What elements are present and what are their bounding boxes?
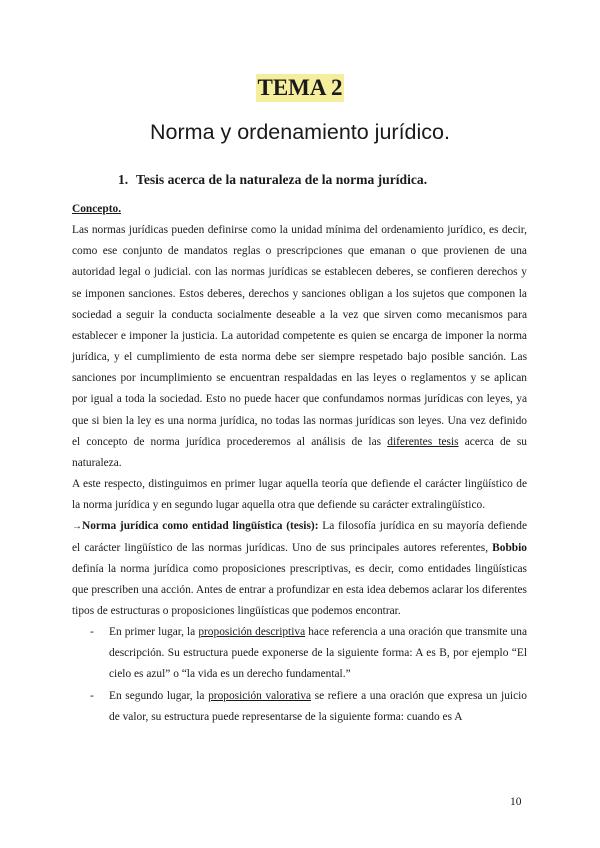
paragraph-distinction: A este respecto, distinguimos en primer lugar aquella teoría que defiende el carácter lingüístico de la norma jurídica y en segundo lugar aquella otra que defiende su carácter extralingüístico. bbox=[72, 478, 527, 512]
paragraph-definition-text: Las normas jurídicas pueden definirse como la unidad mínima del ordenamiento jurídico, es decir, como ese conjunto de mandatos reglas o prescripciones que emanan o que provienen de una autoridad legal o judicial. con las normas jurídicas se establecen deberes, se confieren derechos y se imponen sanciones. Estos deberes, derechos y sanciones obligan a los sujetos que componen la sociedad a seguir la conducta socialmente deseable a la vez que sirven como mecanismos para establecer e imponer la justicia. La autoridad competente es quien se encarga de imponer la norma jurídica, y el cumplimiento de esta norma debe ser siempre respetado bajo posible sanción. Las sanciones por incumplimiento se encuentran respaldadas en las leyes o reglamentos y se aplican por igual a toda la sociedad. Esto no puede hacer que confundamos normas jurídicas con leyes, ya que si bien la ley es una norma jurídica, no todas las normas jurídicas son leyes. Una vez definido el concepto de norma jurídica procederemos al análisis de las bbox=[72, 224, 527, 448]
proposition-list bbox=[72, 622, 527, 728]
thesis-text-a: La filosofía jurídica en su mayoría defiende el carácter lingüístico de las normas jurídicas. Uno de sus principales autores referentes, bbox=[72, 520, 527, 554]
body-text bbox=[72, 199, 527, 728]
term-descriptiva: proposición descriptiva bbox=[198, 626, 306, 639]
concept-heading-line bbox=[72, 199, 527, 220]
page-subtitle: Norma y ordenamiento jurídico. bbox=[150, 120, 450, 144]
arrow-icon: → bbox=[72, 521, 82, 533]
thesis-heading: Norma jurídica como entidad lingüística (tesis): bbox=[82, 520, 319, 533]
paragraph-definition bbox=[72, 220, 527, 474]
page-title: TEMA 2 bbox=[257, 75, 343, 100]
section-heading-text: Tesis acerca de la naturaleza de la norma jurídica. bbox=[136, 172, 428, 187]
list-dash: - bbox=[90, 689, 94, 702]
list-item-text-end: se refiere a una oración que expresa un juicio de valor, su estructura puede representarse de la siguiente forma: cuando es A bbox=[109, 689, 527, 723]
section-heading bbox=[118, 171, 427, 189]
paragraph-definition-end: acerca de su naturaleza. bbox=[72, 435, 528, 469]
page-number: 10 bbox=[510, 796, 522, 808]
list-item-text: En segundo lugar, la bbox=[109, 689, 209, 702]
author-name: Bobbio bbox=[492, 541, 527, 554]
paragraph-linguistic-thesis bbox=[72, 516, 527, 622]
concept-heading: Concepto. bbox=[72, 203, 122, 215]
list-item-text: En primer lugar, la bbox=[109, 626, 199, 639]
list-item-text-end: hace referencia a una oración que transmite una descripción. Su estructura puede exponerse de la siguiente forma: A es B, por ejemplo “El cielo es azul” o “la vida es un derecho fundamental.” bbox=[109, 626, 527, 681]
thesis-text-b: definía la norma jurídica como proposiciones prescriptivas, es decir, como entidades lingüísticas que prescriben una acción. Antes de entrar a profundizar en esta idea debemos aclarar los diferentes tipos de estructuras o proposiciones lingüísticas que podemos encontrar. bbox=[72, 562, 527, 617]
section-number: 1. bbox=[118, 172, 129, 187]
list-item bbox=[72, 622, 527, 685]
term-valorativa: proposición valorativa bbox=[208, 689, 312, 702]
diferentes-tesis-link[interactable]: diferentes tesis bbox=[387, 435, 459, 448]
list-item bbox=[72, 686, 527, 728]
title-container bbox=[0, 74, 600, 102]
list-dash: - bbox=[90, 626, 94, 639]
